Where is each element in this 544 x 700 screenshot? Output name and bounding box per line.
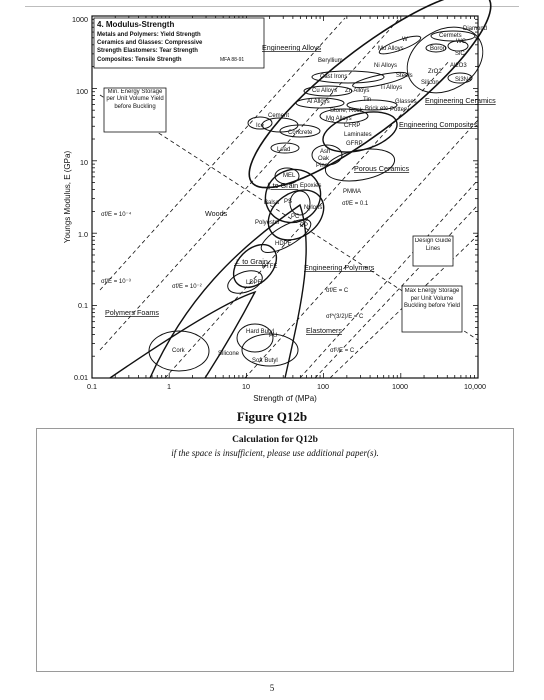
label-al-alloys: Al Alloys bbox=[307, 99, 330, 105]
label-cement: Cement bbox=[268, 113, 290, 119]
label-mg-alloys: Mg Alloys bbox=[326, 116, 352, 122]
calculation-answer-box[interactable] bbox=[36, 428, 514, 672]
eq-c: σf/E = C bbox=[326, 288, 349, 294]
label-nylons: Nylons bbox=[304, 205, 323, 211]
label-ptfe: PTFE bbox=[262, 264, 278, 270]
label-mo-alloys: Mo Alloys bbox=[378, 46, 404, 52]
label-engineering-ceramics: Engineering Ceramics bbox=[425, 96, 496, 105]
eq-c-3-2: σf^(3/2)/E = C bbox=[326, 314, 364, 320]
label-pp: PP bbox=[300, 223, 309, 229]
x-tick-label: 10,000 bbox=[464, 382, 486, 391]
label-pottery: Pottery bbox=[390, 107, 410, 113]
mo-alloys-envelope bbox=[378, 33, 423, 57]
y-tick-label: 0.1 bbox=[78, 301, 88, 310]
label-cork: Cork bbox=[172, 348, 185, 354]
eq-1e-3: σf/E = 10⁻³ bbox=[101, 279, 131, 285]
label-lead: Lead bbox=[277, 147, 291, 153]
label-ice: Ice bbox=[256, 123, 265, 129]
chart-subtitle: Ceramics and Glasses: Compressive bbox=[97, 40, 203, 46]
label-wc: WC bbox=[456, 39, 466, 45]
label-ni-alloys: Ni Alloys bbox=[374, 63, 398, 69]
label-silicon: Silicon bbox=[421, 80, 439, 86]
label-pc: PC bbox=[291, 214, 300, 220]
label-elastomers: Elastomers bbox=[306, 326, 342, 335]
calculation-title: Calculation for Q12b bbox=[232, 435, 318, 445]
min-energy-label: Min. Energy Storage per Unit Volume Yield before Buckling bbox=[106, 89, 164, 110]
label-ti-alloys: Ti Alloys bbox=[380, 85, 403, 91]
x-tick-label: 100 bbox=[317, 382, 329, 391]
label-hard-butyl: Hard Butyl bbox=[246, 329, 275, 335]
label-steels: Steels bbox=[396, 73, 413, 79]
polymer-foams-envelope bbox=[110, 292, 255, 378]
label-pu: PU bbox=[269, 333, 278, 339]
chart-subtitle: Composites: Tensile Strength bbox=[97, 57, 182, 63]
y-axis-title: Youngs Modulus, E (GPa) bbox=[63, 150, 72, 244]
y-tick-label: 10 bbox=[80, 158, 88, 167]
eq-0-1: σf/E = 0.1 bbox=[342, 201, 369, 207]
max-energy-text bbox=[403, 288, 461, 332]
y-tick-label: 1.0 bbox=[78, 230, 88, 239]
design-guide-text bbox=[414, 238, 452, 266]
nylons-envelope bbox=[290, 191, 310, 215]
label-ash: Ash bbox=[320, 149, 331, 155]
label-epoxies: Epoxies bbox=[300, 183, 322, 189]
label-parallel-to-grain: ∥ to Grain bbox=[267, 181, 299, 190]
label-cermets: Cermets bbox=[439, 33, 462, 39]
chart-subtitle: Strength Elastomers: Tear Strength bbox=[97, 48, 198, 54]
label-zro2: ZrO2 bbox=[428, 69, 442, 75]
label-polyester: Polyester bbox=[255, 220, 281, 226]
source-tag: MFA 88-91 bbox=[220, 57, 245, 63]
label-boron: Boron bbox=[430, 46, 447, 52]
eq-c-2: σf²/E = C bbox=[330, 348, 355, 354]
label-tin: Tin bbox=[363, 97, 372, 103]
label-sic: SiC bbox=[455, 51, 465, 57]
label-polymer-foams: Polymers Foams bbox=[105, 308, 159, 317]
label-beryllium: Beryllium bbox=[318, 58, 343, 64]
label-ldpe: LDPE bbox=[246, 280, 262, 286]
label-concrete: Concrete bbox=[288, 130, 313, 136]
label-ps: PS bbox=[284, 199, 293, 205]
guide-line bbox=[300, 180, 478, 378]
x-tick-label: 10 bbox=[242, 382, 250, 391]
label-soft-butyl: Soft Butyl bbox=[252, 358, 278, 364]
x-axis-title: Strength σf (MPa) bbox=[253, 394, 317, 403]
page-number: 5 bbox=[269, 683, 275, 693]
label-cast-irons: Cast Irons bbox=[320, 74, 348, 80]
design-guide-label: Design Guide Lines bbox=[414, 238, 452, 252]
y-tick-label: 100 bbox=[76, 87, 88, 96]
label-al2o3: Al2O3 bbox=[450, 63, 467, 69]
label-pmma: PMMA bbox=[343, 189, 361, 195]
label-cu-alloys: Cu Alloys bbox=[312, 88, 338, 94]
label-diamond: Diamond bbox=[463, 26, 488, 32]
label-perpendicular-to-grain: ⊥ to Grain bbox=[234, 257, 268, 266]
min-energy-text bbox=[105, 89, 165, 131]
label-gfrp: GFRP bbox=[346, 141, 363, 147]
label-porous-ceramics: Porous Ceramics bbox=[354, 164, 410, 173]
label-pine: Pine bbox=[316, 163, 329, 169]
label-engineering-composites: Engineering Composites bbox=[399, 120, 478, 129]
label-oak: Oak bbox=[318, 156, 330, 162]
y-tick-label: 1000 bbox=[72, 15, 88, 24]
eq-1e-2: σf/E = 10⁻² bbox=[172, 284, 202, 290]
label-laminates: Laminates bbox=[344, 132, 372, 138]
x-tick-label: 1000 bbox=[392, 382, 408, 391]
label-zn-alloys: Zn Alloys bbox=[345, 88, 370, 94]
figure-caption: Figure Q12b bbox=[236, 409, 308, 424]
chart-title: 4. Modulus-Strength bbox=[97, 20, 175, 29]
label-brick: Brick etc bbox=[365, 106, 389, 112]
x-tick-label: 0.1 bbox=[87, 382, 97, 391]
label-engineering-alloys: Engineering Alloys bbox=[262, 43, 322, 52]
x-tick-label: 1 bbox=[167, 382, 171, 391]
label-engineering-polymers: Engineering Polymers bbox=[304, 263, 375, 272]
label-balsa: Balsa bbox=[264, 200, 280, 206]
label-silicone: Silicone bbox=[218, 351, 240, 357]
calculation-note: if the space is insufficient, please use additional paper(s). bbox=[171, 448, 379, 458]
chart-subtitle: Metals and Polymers: Yield Strength bbox=[97, 32, 201, 38]
label-mel: MEL bbox=[283, 173, 296, 179]
label-w: W bbox=[402, 37, 408, 43]
y-tick-label: 0.01 bbox=[74, 373, 88, 382]
label-hdpe: HDPE bbox=[275, 241, 292, 247]
label-stone-rock: Stone, Rock bbox=[330, 108, 363, 114]
label-woods: Woods bbox=[205, 209, 228, 218]
eq-1e-4: σf/E = 10⁻⁴ bbox=[101, 212, 132, 218]
label-glasses: Glasses bbox=[395, 99, 417, 105]
label-si3n4: Si3N4 bbox=[455, 77, 472, 83]
label-cfrp: CFRP bbox=[344, 123, 361, 129]
max-energy-label: Max Energy Storage per Unit Volume Buckling before Yield bbox=[403, 288, 461, 309]
